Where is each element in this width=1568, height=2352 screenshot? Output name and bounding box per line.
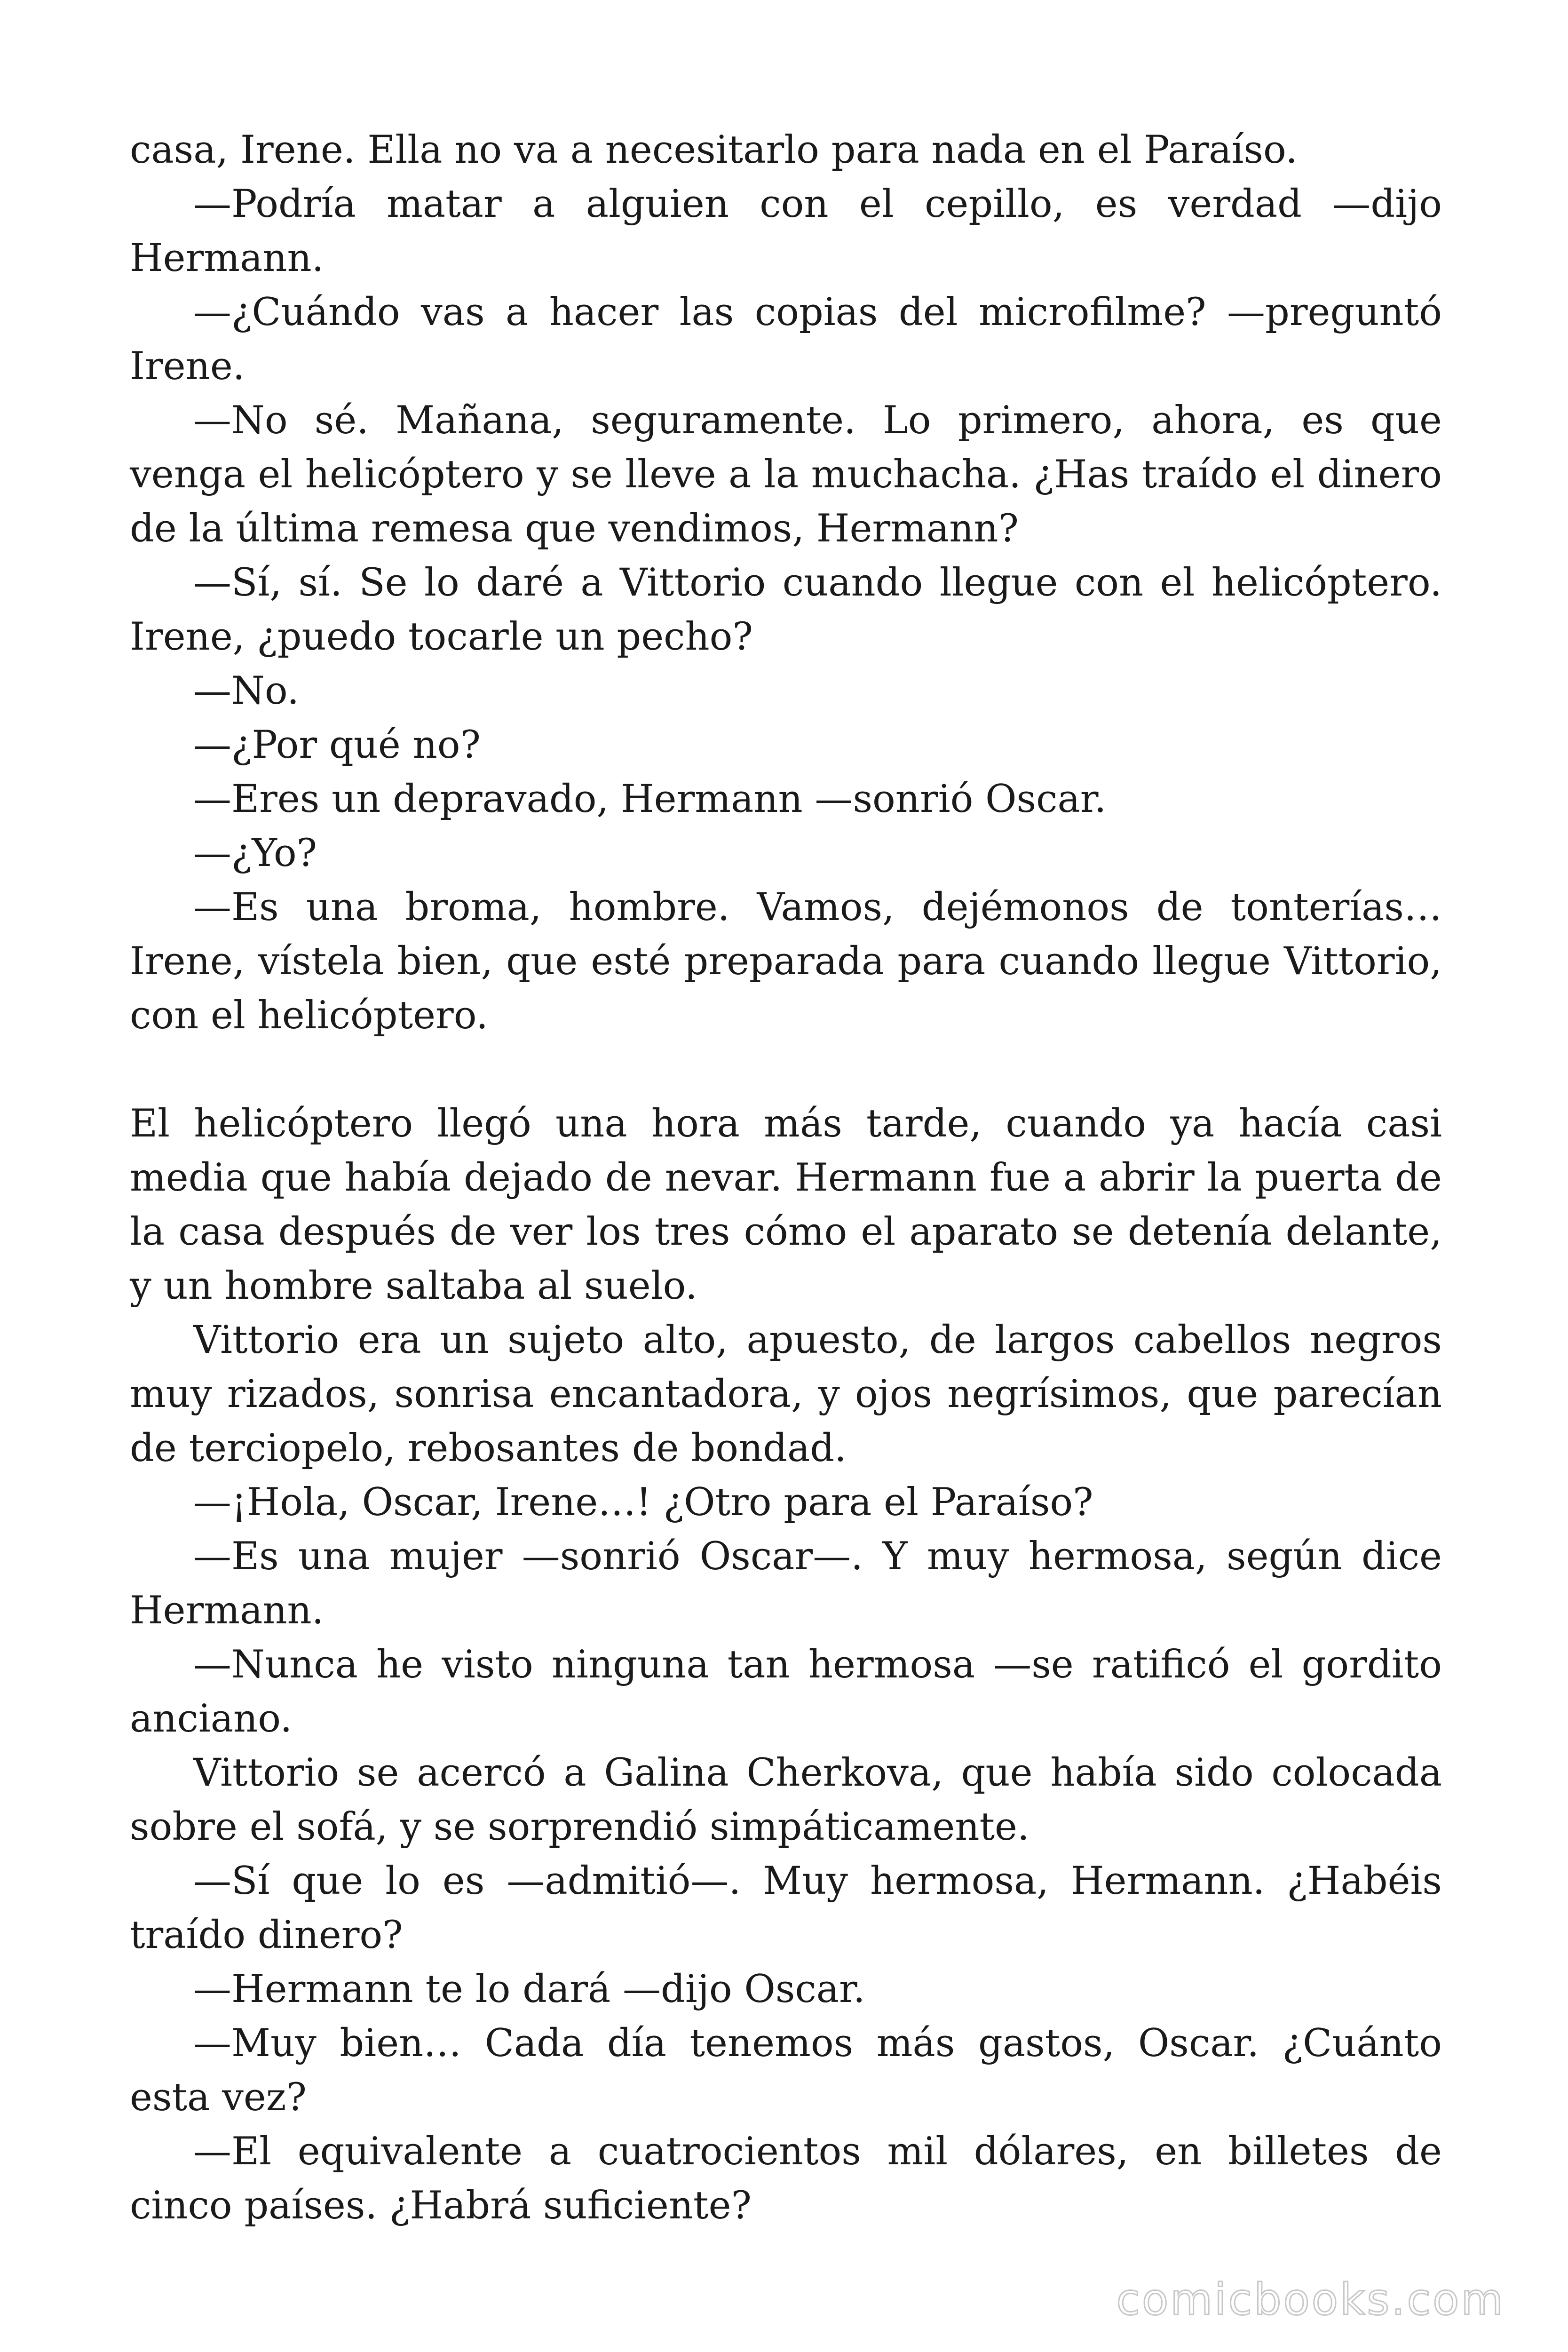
- paragraph: —Es una broma, hombre. Vamos, dejémonos de tonterías… Irene, vístela bien, que esté preparada para cuando llegue Vittorio, con el helicóptero.: [130, 885, 1442, 1038]
- paragraph: —Sí, sí. Se lo daré a Vittorio cuando llegue con el helicóptero. Irene, ¿puedo tocarle un pecho?: [130, 561, 1442, 659]
- paragraph: —Eres un depravado, Hermann —sonrió Oscar.: [193, 777, 1107, 821]
- paragraph: —¿Cuándo vas a hacer las copias del microfilme? —preguntó Irene.: [130, 290, 1442, 389]
- paragraph: Vittorio era un sujeto alto, apuesto, de largos cabellos negros muy rizados, sonrisa encantadora, y ojos negrísimos, que parecían de terciopelo, rebosantes de bondad.: [130, 1318, 1442, 1470]
- paragraph: —No sé. Mañana, seguramente. Lo primero, ahora, es que venga el helicóptero y se lleve a la muchacha. ¿Has traído el dinero de la última remesa que vendimos, Hermann?: [130, 398, 1442, 551]
- book-page-text: [130, 123, 1442, 2233]
- paragraph: —Sí que lo es —admitió—. Muy hermosa, Hermann. ¿Habéis traído dinero?: [130, 1859, 1442, 1957]
- watermark: comicbooks.com: [1116, 2274, 1505, 2325]
- paragraph: Vittorio se acercó a Galina Cherkova, que había sido colocada sobre el sofá, y se sorprendió simpáticamente.: [130, 1751, 1442, 1849]
- paragraph: —Nunca he visto ninguna tan hermosa —se ratificó el gordito anciano.: [130, 1643, 1442, 1741]
- paragraph: —Es una mujer —sonrió Oscar—. Y muy hermosa, según dice Hermann.: [130, 1534, 1442, 1633]
- paragraph: —Muy bien… Cada día tenemos más gastos, Oscar. ¿Cuánto esta vez?: [130, 2021, 1442, 2120]
- paragraph: El helicóptero llegó una hora más tarde, cuando ya hacía casi media que había dejado de nevar. Hermann fue a abrir la puerta de la casa después de ver los tres cómo el aparato se detenía delante, y un hombre saltaba al suelo.: [130, 1102, 1442, 1308]
- paragraph: —Hermann te lo dará —dijo Oscar.: [193, 1967, 865, 2011]
- paragraph: —El equivalente a cuatrocientos mil dólares, en billetes de cinco países. ¿Habrá suficiente?: [130, 2130, 1442, 2228]
- paragraph: —¡Hola, Oscar, Irene…! ¿Otro para el Paraíso?: [193, 1480, 1093, 1525]
- paragraph: —¿Por qué no?: [193, 723, 481, 767]
- paragraph: —Podría matar a alguien con el cepillo, es verdad —dijo Hermann.: [130, 182, 1442, 280]
- paragraph: —No.: [193, 669, 299, 713]
- paragraph: —¿Yo?: [193, 831, 317, 875]
- paragraph: casa, Irene. Ella no va a necesitarlo para nada en el Paraíso.: [130, 128, 1298, 172]
